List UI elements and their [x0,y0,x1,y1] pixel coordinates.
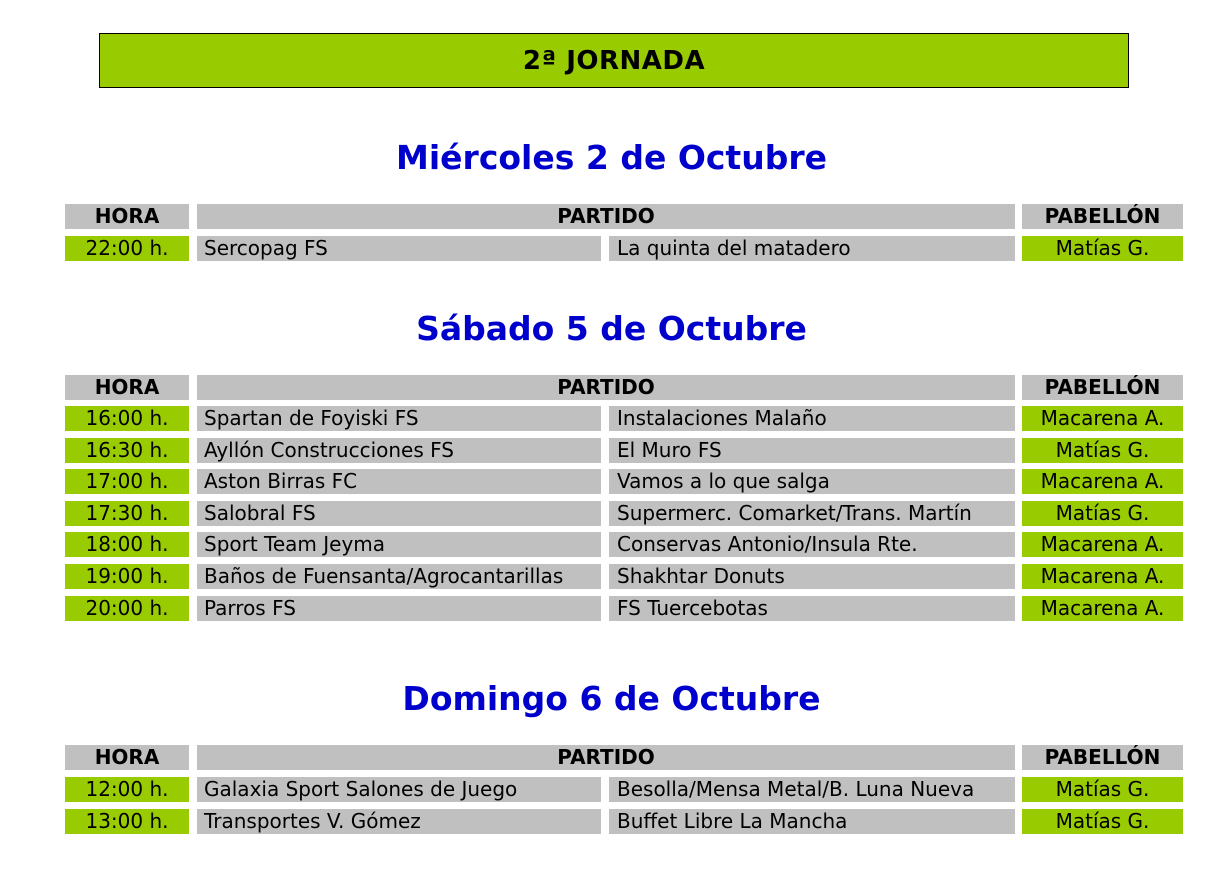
home-team: Spartan de Foyiski FS [197,406,601,431]
header-pabellon: PABELLÓN [1022,745,1183,770]
venue: Matías G. [1022,501,1183,526]
table-row [0,596,1223,621]
away-team: Conservas Antonio/Insula Rte. [609,532,1015,557]
home-team: Salobral FS [197,501,601,526]
table-header [0,375,1223,400]
header-partido: PARTIDO [197,745,1015,770]
home-team: Aston Birras FC [197,469,601,494]
table-row [0,777,1223,802]
away-team: Besolla/Mensa Metal/B. Luna Nueva [609,777,1015,802]
away-team: FS Tuercebotas [609,596,1015,621]
home-team: Galaxia Sport Salones de Juego [197,777,601,802]
table-row [0,809,1223,834]
venue: Matías G. [1022,809,1183,834]
match-time: 17:00 h. [65,469,189,494]
table-row [0,406,1223,431]
table-row [0,236,1223,261]
home-team: Ayllón Construcciones FS [197,438,601,463]
venue: Macarena A. [1022,564,1183,589]
table-header [0,745,1223,770]
header-partido: PARTIDO [197,204,1015,229]
match-time: 19:00 h. [65,564,189,589]
away-team: Shakhtar Donuts [609,564,1015,589]
venue: Macarena A. [1022,596,1183,621]
away-team: La quinta del matadero [609,236,1015,261]
venue: Macarena A. [1022,406,1183,431]
away-team: Instalaciones Malaño [609,406,1015,431]
match-time: 20:00 h. [65,596,189,621]
home-team: Sport Team Jeyma [197,532,601,557]
table-header [0,204,1223,229]
day-title-saturday: Sábado 5 de Octubre [416,309,807,348]
table-row [0,469,1223,494]
home-team: Parros FS [197,596,601,621]
venue: Macarena A. [1022,532,1183,557]
table-row [0,438,1223,463]
header-hora: HORA [65,375,189,400]
day-title-sunday: Domingo 6 de Octubre [402,679,821,718]
match-time: 16:30 h. [65,438,189,463]
table-row [0,501,1223,526]
home-team: Baños de Fuensanta/Agrocantarillas [197,564,601,589]
away-team: Supermerc. Comarket/Trans. Martín [609,501,1015,526]
venue: Matías G. [1022,438,1183,463]
match-time: 12:00 h. [65,777,189,802]
match-time: 17:30 h. [65,501,189,526]
match-time: 13:00 h. [65,809,189,834]
table-row [0,564,1223,589]
match-time: 22:00 h. [65,236,189,261]
match-time: 18:00 h. [65,532,189,557]
venue: Matías G. [1022,777,1183,802]
away-team: El Muro FS [609,438,1015,463]
jornada-banner: 2ª JORNADA [99,33,1129,88]
header-pabellon: PABELLÓN [1022,204,1183,229]
venue: Macarena A. [1022,469,1183,494]
home-team: Transportes V. Gómez [197,809,601,834]
header-pabellon: PABELLÓN [1022,375,1183,400]
header-hora: HORA [65,745,189,770]
header-partido: PARTIDO [197,375,1015,400]
day-title-wednesday: Miércoles 2 de Octubre [396,138,827,177]
match-time: 16:00 h. [65,406,189,431]
header-hora: HORA [65,204,189,229]
venue: Matías G. [1022,236,1183,261]
away-team: Vamos a lo que salga [609,469,1015,494]
table-row [0,532,1223,557]
away-team: Buffet Libre La Mancha [609,809,1015,834]
home-team: Sercopag FS [197,236,601,261]
